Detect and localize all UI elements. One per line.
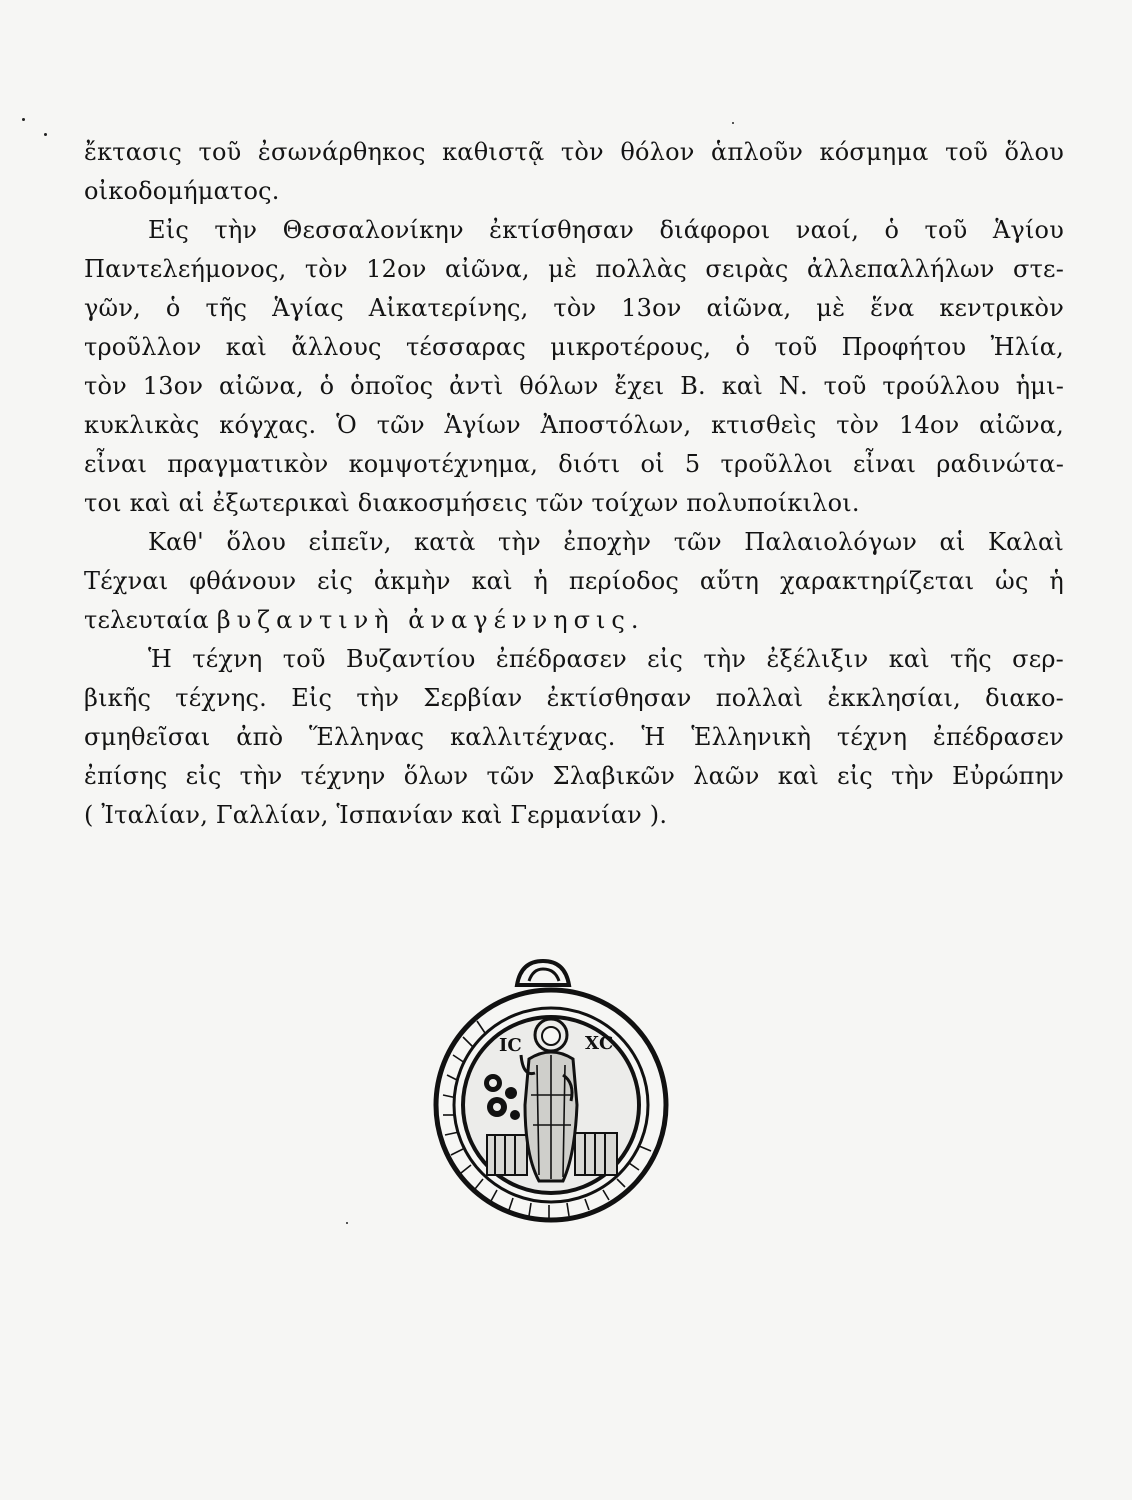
text-line: ( Ἰταλίαν, Γαλλίαν, Ἱσπανίαν καὶ Γερμανίαν ). [84, 801, 668, 829]
page-speck [732, 122, 734, 124]
inscription-right: ΧC [585, 1033, 614, 1054]
inscription-left: ΙC [499, 1035, 522, 1056]
text-line: Τέχναι φθάνουν εἰς ἀκμὴν καὶ ἡ περίοδος αὕτη χαρακτηρίζεται ὡς ἡ [84, 567, 1064, 595]
text-line: ἐπίσης εἰς τὴν τέχνην ὅλων τῶν Σλαβικῶν λαῶν καὶ εἰς τὴν Εὐρώπην [84, 762, 1064, 790]
text-line: Καθ' ὅλου εἰπεῖν, κατὰ τὴν ἐποχὴν τῶν Παλαιολόγων αἱ Καλαὶ [148, 528, 1064, 556]
medallion-illustration [425, 955, 680, 1230]
page-speck [44, 133, 47, 136]
text-line: ἔκτασις τοῦ ἐσωνάρθηκος καθιστᾷ τὸν θόλον ἁπλοῦν κόσμημα τοῦ ὅλου [84, 138, 1064, 166]
text-line: γῶν, ὁ τῆς Ἁγίας Αἰκατερίνης, τὸν 13ον αἰῶνα, μὲ ἕνα κεντρικὸν [84, 294, 1064, 322]
page-speck [22, 118, 25, 121]
text-line: οἰκοδομήματος. [84, 177, 280, 205]
page-speck [346, 1222, 348, 1224]
text-line: Ἡ τέχνη τοῦ Βυζαντίου ἐπέδρασεν εἰς τὴν ἐξέλιξιν καὶ τῆς σερ- [148, 645, 1064, 673]
emphasized-text: βυζαντινὴ ἀναγέννησις. [216, 606, 645, 634]
text-line: τοι καὶ αἱ ἐξωτερικαὶ διακοσμήσεις τῶν τοίχων πολυποίκιλοι. [84, 489, 860, 517]
text-line: σμηθεῖσαι ἀπὸ Ἕλληνας καλλιτέχνας. Ἡ Ἑλληνικὴ τέχνη ἐπέδρασεν [84, 723, 1064, 751]
text-line: τὸν 13ον αἰῶνα, ὁ ὁποῖος ἀντὶ θόλων ἔχει Β. καὶ Ν. τοῦ τρούλλου ἡμι- [84, 372, 1064, 400]
text-line: κυκλικὰς κόγχας. Ὁ τῶν Ἁγίων Ἀποστόλων, κτισθεὶς τὸν 14ον αἰῶνα, [84, 411, 1064, 439]
text-line: Παντελεήμονος, τὸν 12ον αἰῶνα, μὲ πολλὰς σειρὰς ἀλλεπαλλήλων στε- [84, 255, 1064, 283]
text-line [84, 600, 1064, 640]
text-line: τροῦλλον καὶ ἄλλους τέσσαρας μικροτέρους, ὁ τοῦ Προφήτου Ἠλία, [84, 333, 1064, 361]
text-line: βικῆς τέχνης. Εἰς τὴν Σερβίαν ἐκτίσθησαν πολλαὶ ἐκκλησίαι, διακο- [84, 684, 1064, 712]
text-fragment: τελευταία [84, 606, 209, 634]
loop-icon [517, 961, 569, 985]
text-line: εἶναι πραγματικὸν κομψοτέχνημα, διότι οἱ 5 τροῦλλοι εἶναι ραδινώτα- [84, 450, 1064, 478]
text-line: Εἰς τὴν Θεσσαλονίκην ἐκτίσθησαν διάφοροι ναοί, ὁ τοῦ Ἁγίου [148, 216, 1064, 244]
